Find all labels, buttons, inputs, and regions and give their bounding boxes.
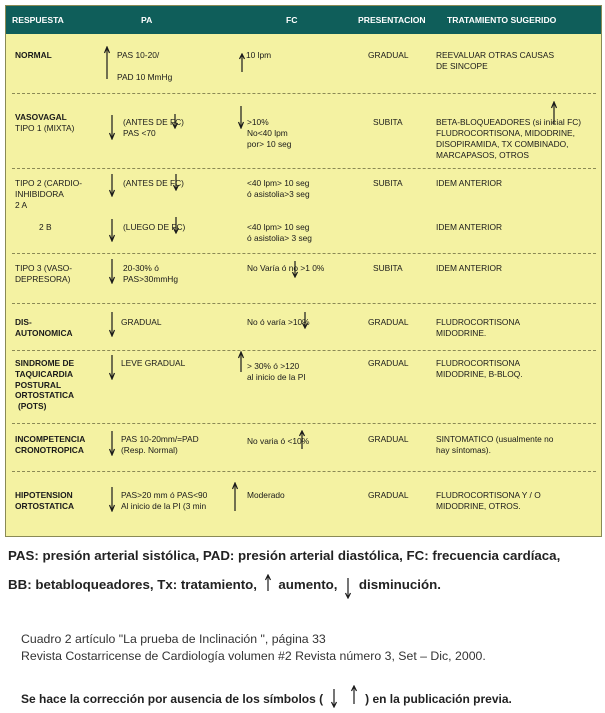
pa-tipo-2b: (LUEGO DE FC) xyxy=(123,222,186,232)
tratamiento-hipotension: FLUDROCORTISONA Y / O MIDODRINE, OTROS. xyxy=(436,490,541,511)
tratamiento-normal: REEVALUAR OTRAS CAUSAS DE SINCOPE xyxy=(436,50,555,71)
presentacion-disautonomica: GRADUAL xyxy=(368,317,409,327)
correction-note xyxy=(21,683,512,706)
pa-disautonomica: GRADUAL xyxy=(121,317,162,327)
respuesta-vasovagal: VASOVAGAL xyxy=(15,112,67,122)
presentacion-pots: GRADUAL xyxy=(368,358,409,368)
correction-text-b: ) en la publicación previa. xyxy=(365,692,512,706)
pa-tipo-3: 20-30% ó PAS>30mmHg xyxy=(123,263,179,284)
respuesta-normal: NORMAL xyxy=(15,50,52,60)
arrow-down-icon xyxy=(109,430,115,456)
respuesta-incompetencia: INCOMPETENCIA CRONOTROPICA xyxy=(15,434,86,455)
tratamiento-vasovagal-list: FLUDROCORTISONA, MIDODRINE, DISOPIRAMIDA, TX COMBINADO, MARCAPASOS, OTROS xyxy=(436,128,575,160)
table-header xyxy=(6,6,601,34)
tratamiento-pots: FLUDROCORTISONA MIDODRINE, B-BLOQ. xyxy=(436,358,523,379)
respuesta-tipo-2a: TIPO 2 (CARDIO- INHIBIDORA 2 A xyxy=(15,178,83,210)
row-divider xyxy=(12,423,596,424)
row-divider xyxy=(12,253,596,254)
legend-line-2 xyxy=(8,567,441,592)
tratamiento-incompetencia: SINTOMATICO (usualmente no hay síntomas). xyxy=(436,434,554,455)
arrow-down-icon xyxy=(109,354,115,380)
arrow-down-icon xyxy=(109,258,115,284)
arrow-down-icon xyxy=(109,486,115,512)
presentacion-tipo-2a: SUBITA xyxy=(373,178,403,188)
arrow-down-icon xyxy=(109,311,115,337)
header-presentacion: PRESENTACION xyxy=(358,15,426,25)
arrow-down-icon xyxy=(173,216,179,234)
arrow-down-icon xyxy=(238,105,244,129)
arrow-up-icon xyxy=(346,685,362,708)
respuesta-vasovagal-tipo: TIPO 1 (MIXTA) xyxy=(15,123,75,133)
arrow-down-icon xyxy=(173,173,179,191)
fc-disautonomica: No ó varía >10% xyxy=(247,317,310,327)
header-fc: FC xyxy=(286,15,298,25)
arrow-down-icon xyxy=(292,260,298,278)
arrow-up-icon xyxy=(239,53,245,73)
arrow-down-icon xyxy=(326,688,342,711)
tratamiento-tipo-2a: IDEM ANTERIOR xyxy=(436,178,503,188)
tratamiento-tipo-3: IDEM ANTERIOR xyxy=(436,263,503,273)
presentacion-tipo-3: SUBITA xyxy=(373,263,403,273)
fc-tipo-2a: <40 lpm> 10 seg ó asistolia>3 seg xyxy=(247,178,310,199)
header-tratamiento: TRATAMIENTO SUGERIDO xyxy=(447,15,557,25)
arrow-up-icon xyxy=(299,430,305,450)
fc-hipotension: Moderado xyxy=(247,490,285,500)
presentacion-normal: GRADUAL xyxy=(368,50,409,60)
respuesta-pots: SINDROME DE TAQUICARDIA POSTURAL ORTOSTATICA xyxy=(15,358,75,401)
correction-text-a: Se hace la corrección por ausencia de los símbolos ( xyxy=(21,692,324,706)
tratamiento-vasovagal-line1: BETA-BLOQUEADORES (si inicial FC) xyxy=(436,117,582,127)
legend-text-a: BB: betabloqueadores, Tx: tratamiento, xyxy=(8,577,257,592)
arrow-up-icon xyxy=(261,574,275,595)
fc-tipo-2b: <40 lpm> 10 seg ó asistolia> 3 seg xyxy=(247,222,312,243)
row-divider xyxy=(12,471,596,472)
arrow-down-icon xyxy=(172,113,178,129)
legend-line-1: PAS: presión arterial sistólica, PAD: presión arterial diastólica, FC: frecuencia cardíaca, xyxy=(8,548,561,563)
pa-pots: LEVE GRADUAL xyxy=(121,358,186,368)
respuesta-tipo-2b: 2 B xyxy=(39,222,52,232)
respuesta-hipotension: HIPOTENSION ORTOSTATICA xyxy=(15,490,75,511)
reference-line-1: Cuadro 2 artículo "La prueba de Inclinación ", página 33 xyxy=(21,632,326,646)
respuesta-tipo-3: TIPO 3 (VASO- DEPRESORA) xyxy=(15,263,73,284)
row-divider xyxy=(12,350,596,351)
header-respuesta: RESPUESTA xyxy=(12,15,64,25)
header-pa: PA xyxy=(141,15,153,25)
arrow-down-icon xyxy=(341,577,355,602)
arrow-up-icon xyxy=(104,46,110,80)
tratamiento-tipo-2b: IDEM ANTERIOR xyxy=(436,222,503,232)
pa-tipo-2a: (ANTES DE FC) xyxy=(123,178,184,188)
syncope-response-table xyxy=(5,5,602,537)
tratamiento-disautonomica: FLUDROCORTISONA MIDODRINE. xyxy=(436,317,521,338)
reference-line-2: Revista Costarricense de Cardiología volumen #2 Revista número 3, Set – Dic, 2000. xyxy=(21,649,486,663)
arrow-down-icon xyxy=(109,114,115,140)
respuesta-pots-abbr: (POTS) xyxy=(18,401,47,411)
pa-hipotension: PAS>20 mm ó PAS<90 Al inicio de la PI (3 min xyxy=(121,490,208,511)
arrow-up-icon xyxy=(238,351,244,373)
presentacion-incompetencia: GRADUAL xyxy=(368,434,409,444)
row-divider xyxy=(12,168,596,169)
pa-vasovagal: (ANTES DE FC) PAS <70 xyxy=(123,117,184,138)
legend-text-c: disminución. xyxy=(358,577,441,592)
pa-incompetencia: PAS 10-20mm/=PAD (Resp. Normal) xyxy=(121,434,199,455)
arrow-up-icon xyxy=(232,482,238,512)
arrow-down-icon xyxy=(109,218,115,242)
fc-pots: > 30% ó >120 al inicio de la PI xyxy=(247,361,306,382)
presentacion-vasovagal: SUBITA xyxy=(373,117,403,127)
legend-text-b: aumento, xyxy=(278,577,338,592)
row-divider xyxy=(12,303,596,304)
arrow-down-icon xyxy=(109,173,115,197)
arrow-down-icon xyxy=(302,311,308,329)
fc-tipo-3: No Varía ó no >1 0% xyxy=(247,263,325,273)
respuesta-disautonomica: DIS- AUTONOMICA xyxy=(15,317,73,338)
pa-normal: PAS 10-20/ PAD 10 MmHg xyxy=(117,50,173,82)
fc-normal: 10 lpm xyxy=(246,50,272,60)
fc-incompetencia: No varia ó <10% xyxy=(247,436,310,446)
fc-vasovagal: >10% No<40 lpm por> 10 seg xyxy=(247,117,292,149)
arrow-up-icon xyxy=(551,101,557,125)
presentacion-hipotension: GRADUAL xyxy=(368,490,409,500)
row-divider xyxy=(12,93,596,94)
